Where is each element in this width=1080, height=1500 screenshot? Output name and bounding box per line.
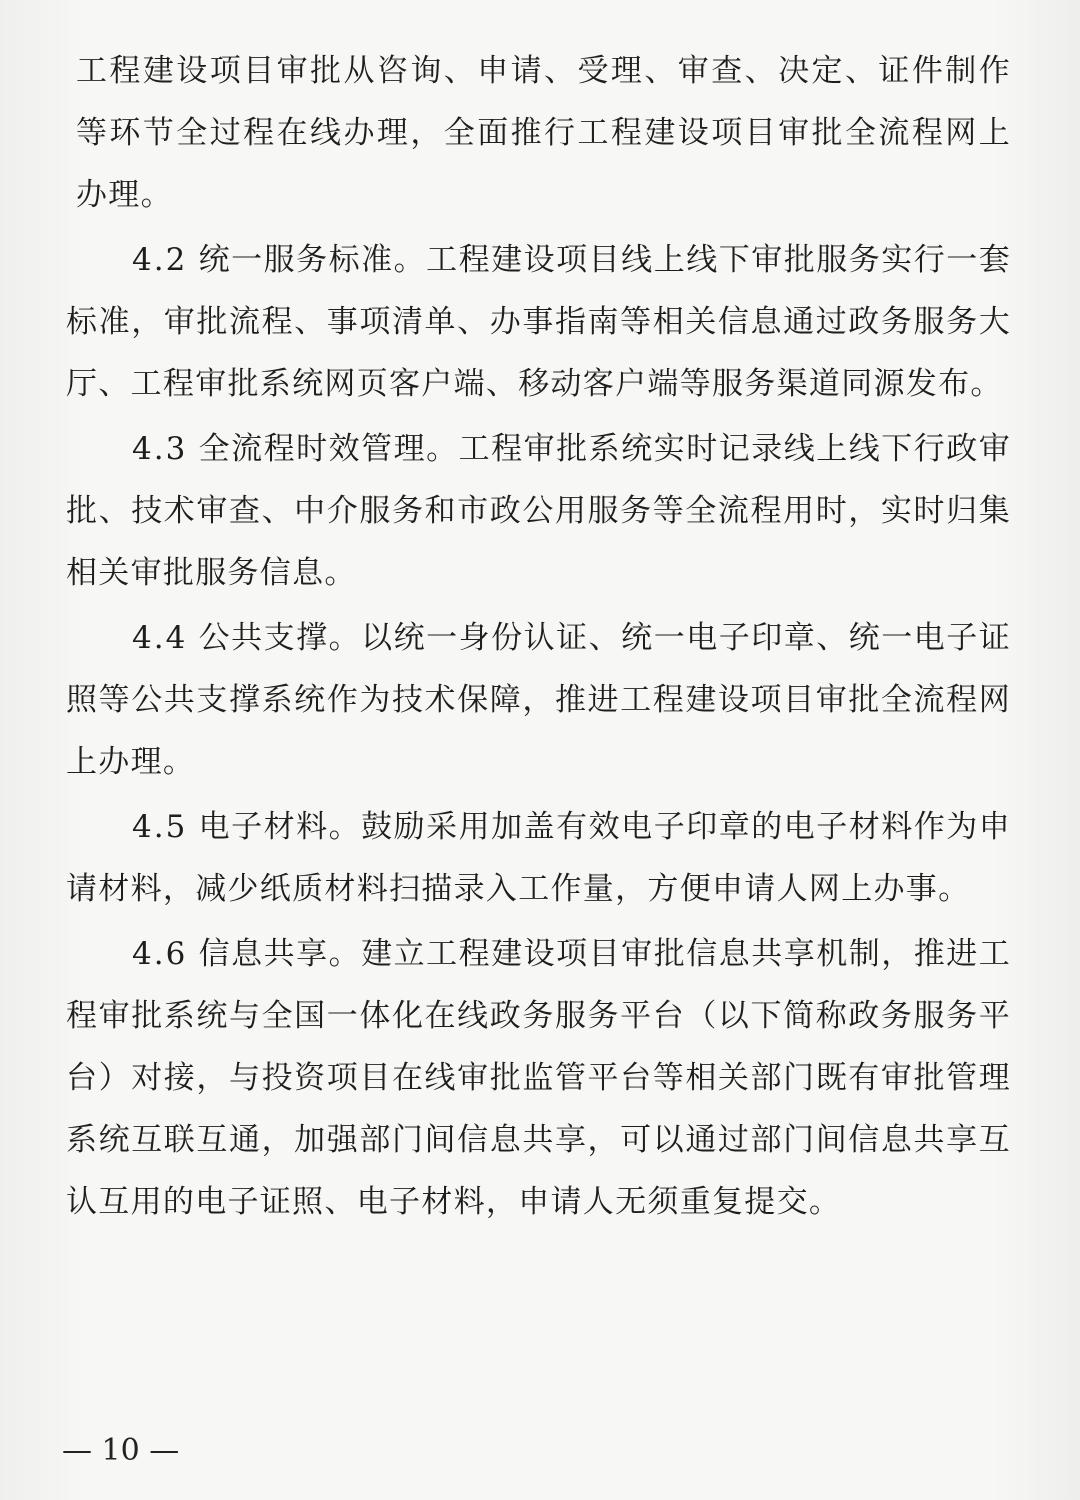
section-number: 4.5 xyxy=(132,809,188,845)
paragraph-4-4 xyxy=(66,607,1011,793)
paragraph-text: 统一服务标准。工程建设项目线上线下审批服务实行一套标准，审批流程、事项清单、办事指南等相关信息通过政务服务大厅、工程审批系统网页客户端、移动客户端等服务渠道同源发布。 xyxy=(66,242,1011,402)
paragraph-text: 信息共享。建立工程建设项目审批信息共享机制，推进工程审批系统与全国一体化在线政务服务平台（以下简称政务服务平台）对接，与投资项目在线审批监管平台等相关部门既有审批管理系统互联互通，加强部门间信息共享，可以通过部门间信息共享互认互用的电子证照、电子材料，申请人无须重复提交。 xyxy=(66,936,1011,1220)
section-number: 4.2 xyxy=(132,242,188,278)
paragraph-text: 电子材料。鼓励采用加盖有效电子印章的电子材料作为申请材料，减少纸质材料扫描录入工作量，方便申请人网上办事。 xyxy=(66,809,1011,907)
paragraph-4-2 xyxy=(66,229,1011,415)
document-body xyxy=(66,40,1011,1236)
paragraph-4-3 xyxy=(66,418,1011,604)
paragraph-4-5 xyxy=(66,796,1011,920)
page-number: — 10 — xyxy=(62,1433,180,1468)
paragraph-text: 公共支撑。以统一身份认证、统一电子印章、统一电子证照等公共支撑系统作为技术保障，推进工程建设项目审批全流程网上办理。 xyxy=(66,620,1011,780)
paragraph-text: 全流程时效管理。工程审批系统实时记录线上线下行政审批、技术审查、中介服务和市政公用服务等全流程用时，实时归集相关审批服务信息。 xyxy=(66,431,1011,591)
section-number: 4.4 xyxy=(132,620,188,656)
paragraph-4-6 xyxy=(66,923,1011,1233)
section-number: 4.6 xyxy=(132,936,188,972)
section-number: 4.3 xyxy=(132,431,188,467)
paragraph-text: 工程建设项目审批从咨询、申请、受理、审查、决定、证件制作等环节全过程在线办理，全面推行工程建设项目审批全流程网上办理。 xyxy=(76,53,1011,213)
paragraph-continued xyxy=(66,40,1011,226)
